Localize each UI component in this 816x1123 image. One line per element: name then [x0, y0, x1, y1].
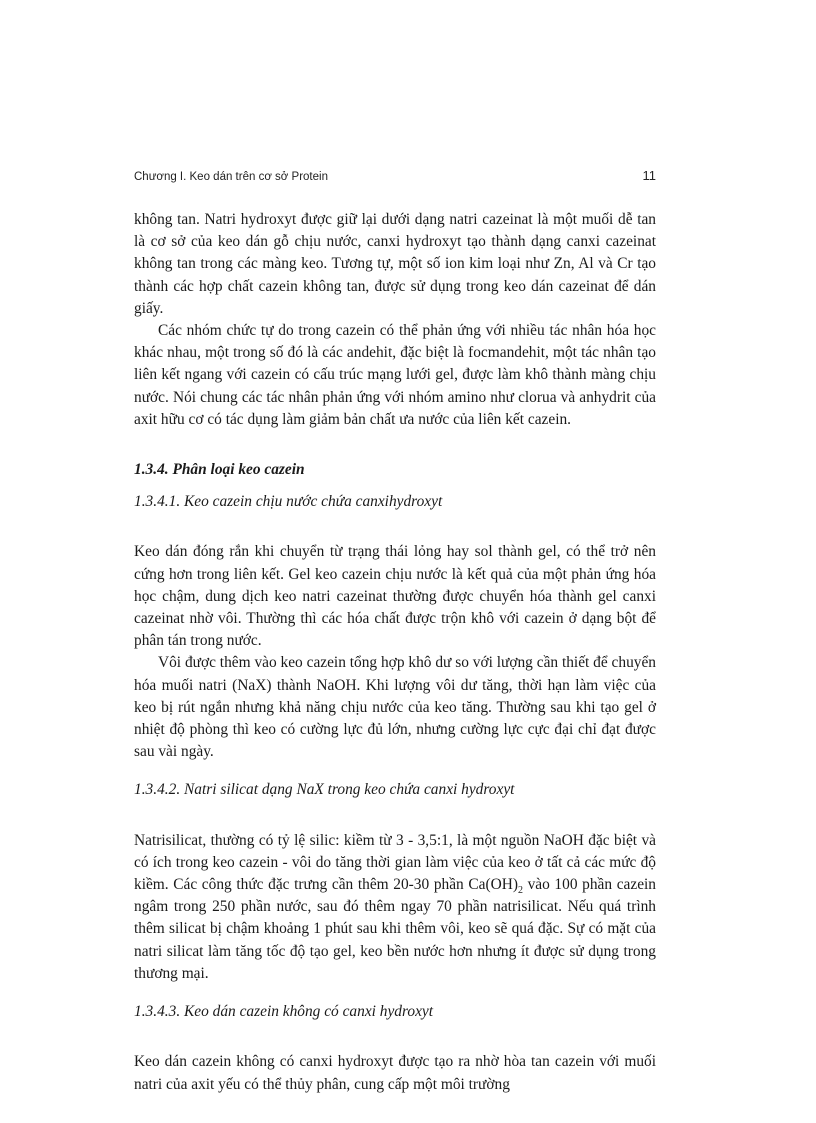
- paragraph: Keo dán đóng rắn khi chuyển từ trạng thái lỏng hay sol thành gel, có thể trở nên cứng hơn trong liên kết. Gel keo cazein chịu nước là kết quả của một phản ứng hóa học chậm, dung dịch keo natri cazeinat thường được chuyển hóa thành gel canxi cazeinat nhờ vôi. Thường thì các hóa chất được trộn khô với cazein ở dạng bột để phân tán trong nước.: [134, 543, 656, 650]
- subsection-heading: 1.3.4.2. Natri silicat dạng NaX trong keo chứa canxi hydroxyt: [134, 781, 515, 799]
- paragraph: Keo dán cazein không có canxi hydroxyt được tạo ra nhờ hòa tan cazein với muối natri của axit yếu có thể thủy phân, cung cấp một môi trường: [134, 1053, 656, 1093]
- paragraph-text: Natrisilicat, thường có tỷ lệ silic: kiềm từ 3 - 3,5:1, là một nguồn NaOH đặc biệt và có ích trong keo cazein - vôi do tăng thời gian làm việc của keo ở tất cả các mức độ kiềm. Các công thức đặc trưng cần thêm 20-30 phần Ca(OH): [134, 831, 656, 894]
- chapter-title: Chương I. Keo dán trên cơ sở Protein: [134, 171, 328, 183]
- paragraph-text: vào 100 phần cazein ngâm trong 250 phần nước, sau đó thêm ngay 70 phần natrisilicat. Nếu quá trình thêm silicat bị chậm khoảng 1 phút sau khi thêm vôi, keo sẽ quá đặc. Sự có mặt của natri silicat làm tăng tốc độ tạo gel, keo bền nước hơn nhưng ít được sử dụng trong thương mại.: [134, 876, 656, 982]
- page-number: 11: [642, 168, 656, 183]
- paragraph: Các nhóm chức tự do trong cazein có thể phản ứng với nhiều tác nhân hóa học khác nhau, một trong số đó là các andehit, đặc biệt là focmandehit, một tác nhân tạo liên kết ngang với cazein có cấu trúc mạng lưới gel, được làm khô thành màng chịu nước. Nói chung các tác nhân phản ứng với nhóm amino như clorua và anhydrit của axit hữu cơ có tác dụng làm giảm bản chất ưa nước của liên kết cazein.: [134, 322, 656, 428]
- running-header: [134, 168, 656, 183]
- paragraph: không tan. Natri hydroxyt được giữ lại dưới dạng natri cazeinat là một muối dễ tan là cơ sở của keo dán gỗ chịu nước, canxi hydroxyt tạo thành dạng canxi cazeinat không tan trong các màng keo. Tương tự, một số ion kim loại như Zn, Al và Cr tạo thành các hợp chất cazein không tan, được sử dụng trong keo dán cazeinat để dán giấy.: [134, 211, 656, 317]
- subsection-heading: 1.3.4.1. Keo cazein chịu nước chứa canxihydroxyt: [134, 493, 443, 511]
- subscript: 2: [517, 885, 523, 897]
- body-text: [134, 209, 656, 1096]
- section-heading: 1.3.4. Phân loại keo cazein: [134, 461, 305, 479]
- paragraph: [134, 830, 656, 985]
- paragraph: Vôi được thêm vào keo cazein tổng hợp khô dư so với lượng cần thiết để chuyển hóa muối natri (NaX) thành NaOH. Khi lượng vôi dư tăng, thời hạn làm việc của keo bị rút ngắn nhưng khả năng chịu nước của keo tăng. Thường sau khi tạo gel ở nhiệt độ phòng thì keo có cường lực đủ lớn, nhưng cường lực cực đại chỉ đạt được sau vài ngày.: [134, 654, 656, 761]
- subsection-heading: 1.3.4.3. Keo dán cazein không có canxi hydroxyt: [134, 1003, 434, 1021]
